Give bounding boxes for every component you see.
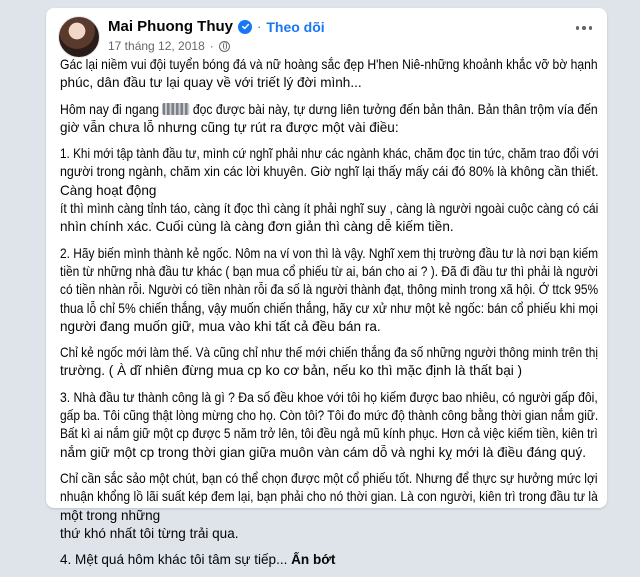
intro-paragraph: [60, 56, 600, 93]
point-2-paragraph: [60, 245, 600, 336]
post-line: 1. Khi mới tập tành đầu tư, mình cứ nghĩ phải như các ngành khác, chăm đọc tin tức, chăm trao đổi với: [60, 146, 599, 162]
post-line: có tiền nhàn rỗi. Người có tiền nhàn rỗi đa số là người thành đạt, thông minh trong xã hội. Ở ttck 95%: [60, 282, 599, 298]
see-less-link[interactable]: Ẩn bớt: [291, 552, 336, 568]
post-line: người đang muốn giữ, mua vào khi tất cả đều bán ra.: [60, 318, 381, 334]
post-line: 3. Nhà đầu tư thành công là gì ? Đa số đều khoe với tôi họ kiếm được bao nhiêu, có người gấp đôi,: [60, 389, 598, 405]
post-line: [60, 101, 598, 119]
post-date[interactable]: 17 tháng 12, 2018: [108, 39, 205, 53]
point-1-paragraph: [60, 145, 600, 236]
post-line: tiền từ những nhà đầu tư khác ( bạn mua cổ phiếu từ ai, bán cho ai ? ). Đã đi đầu tư thì phải là người: [60, 263, 598, 279]
post-line: [60, 551, 598, 569]
fool-note-paragraph: [60, 344, 600, 381]
opening-paragraph: [60, 101, 600, 138]
post-line: gấp ba. Tôi cũng thật lòng mừng cho họ. Còn tôi? Tôi đo mức độ thành công bằng thời gian nắm giữ.: [60, 408, 599, 424]
opening-prefix: Hôm nay đi ngang: [60, 101, 160, 117]
verified-badge-icon: [238, 20, 252, 34]
post-line: một trong những: [60, 507, 161, 523]
emoji-icon: [163, 103, 190, 115]
avatar[interactable]: [58, 16, 100, 58]
follow-button[interactable]: Theo dõi: [266, 18, 325, 35]
post-line: phúc, dân đầu tư lại quay về với triết lý đời mình...: [60, 75, 362, 91]
post-meta: [108, 39, 230, 53]
author-line: [108, 18, 325, 35]
patience-paragraph: [60, 470, 600, 543]
post-line: Gác lại niềm vui đội tuyển bóng đá và nữ hoàng sắc đẹp H'hen Niê-những khoảnh khắc vỡ bờ hạnh: [60, 57, 598, 72]
separator-dot: ·: [257, 19, 262, 34]
post-header: [46, 8, 607, 58]
post-line: nhuận khổng lồ lãi suất kép đem lại, bạn phải cho nó thời gian. Là con người, kiên trì trong đầu tư là: [60, 489, 598, 505]
post-line: Càng hoạt động: [60, 182, 157, 198]
post-line: người trong ngành, chăm xin các lời khuyên. Giờ nghĩ lại thấy mấy cái đó 80% là không cần thiết.: [60, 164, 599, 180]
post-line: Chỉ kẻ ngốc mới làm thế. Và cũng chỉ như thế mới chiến thắng đa số những người thông minh trên thị: [60, 345, 598, 361]
point-3-paragraph: [60, 389, 600, 462]
post-line: thua lỗ chỉ 5% chiến thắng, vậy muốn chiến thắng, hãy cư xử như một kẻ ngốc: bán cổ phiếu khi mọi: [60, 300, 598, 316]
opening-suffix: đọc được bài này, tự dưng liên tưởng đến bản thân. Bản thân trộm vía đến: [192, 101, 598, 117]
globe-icon: [219, 41, 230, 52]
post-line: nhìn chính xác. Cuối cùng là càng đơn giản thì càng dễ kiếm tiền.: [60, 219, 454, 235]
post-line: nắm giữ một cp trong thời gian giữa muôn vàn cám dỗ và nghi kỵ mới là điều đáng quý.: [60, 444, 586, 460]
post-line: Bất kì ai nắm giữ một cp được 5 năm trở lên, tôi đều ngả mũ kính phục. Hơn cả việc kiếm tiền, kiên trì: [60, 426, 598, 442]
meta-separator-dot: ·: [209, 39, 214, 53]
post-line: 2. Hãy biến mình thành kẻ ngốc. Nôm na ví von thì là vậy. Nghĩ xem thị trường đầu tư là nơi bạn kiếm: [60, 245, 599, 261]
post-line: trường. ( À dĩ nhiên đừng mua cp ko cơ bản, nếu ko thì mặc định là thất bại ): [60, 363, 523, 379]
author-name[interactable]: Mai Phuong Thuy: [108, 18, 233, 35]
post-line: thứ khó nhất tôi từng trải qua.: [60, 525, 239, 541]
post-line: ít thì mình càng tỉnh táo, càng ít đọc thì càng ít phải nghĩ suy , càng là người ngoài cuộc càng có cái: [60, 201, 599, 217]
post-body: [60, 56, 600, 577]
point-4-paragraph: [60, 551, 600, 569]
point-4-text: 4. Mệt quá hôm khác tôi tâm sự tiếp...: [60, 552, 288, 568]
more-options-icon[interactable]: [571, 18, 597, 38]
post-line: giờ vẫn chưa lỗ nhưng cũng tự rút ra được một vài điều:: [60, 119, 399, 135]
post-line: Chỉ cần sắc sảo một chút, bạn có thể chọn được một cổ phiếu tốt. Nhưng để thực sự hưởng mức lợi: [60, 470, 598, 486]
post-card: [46, 8, 607, 568]
